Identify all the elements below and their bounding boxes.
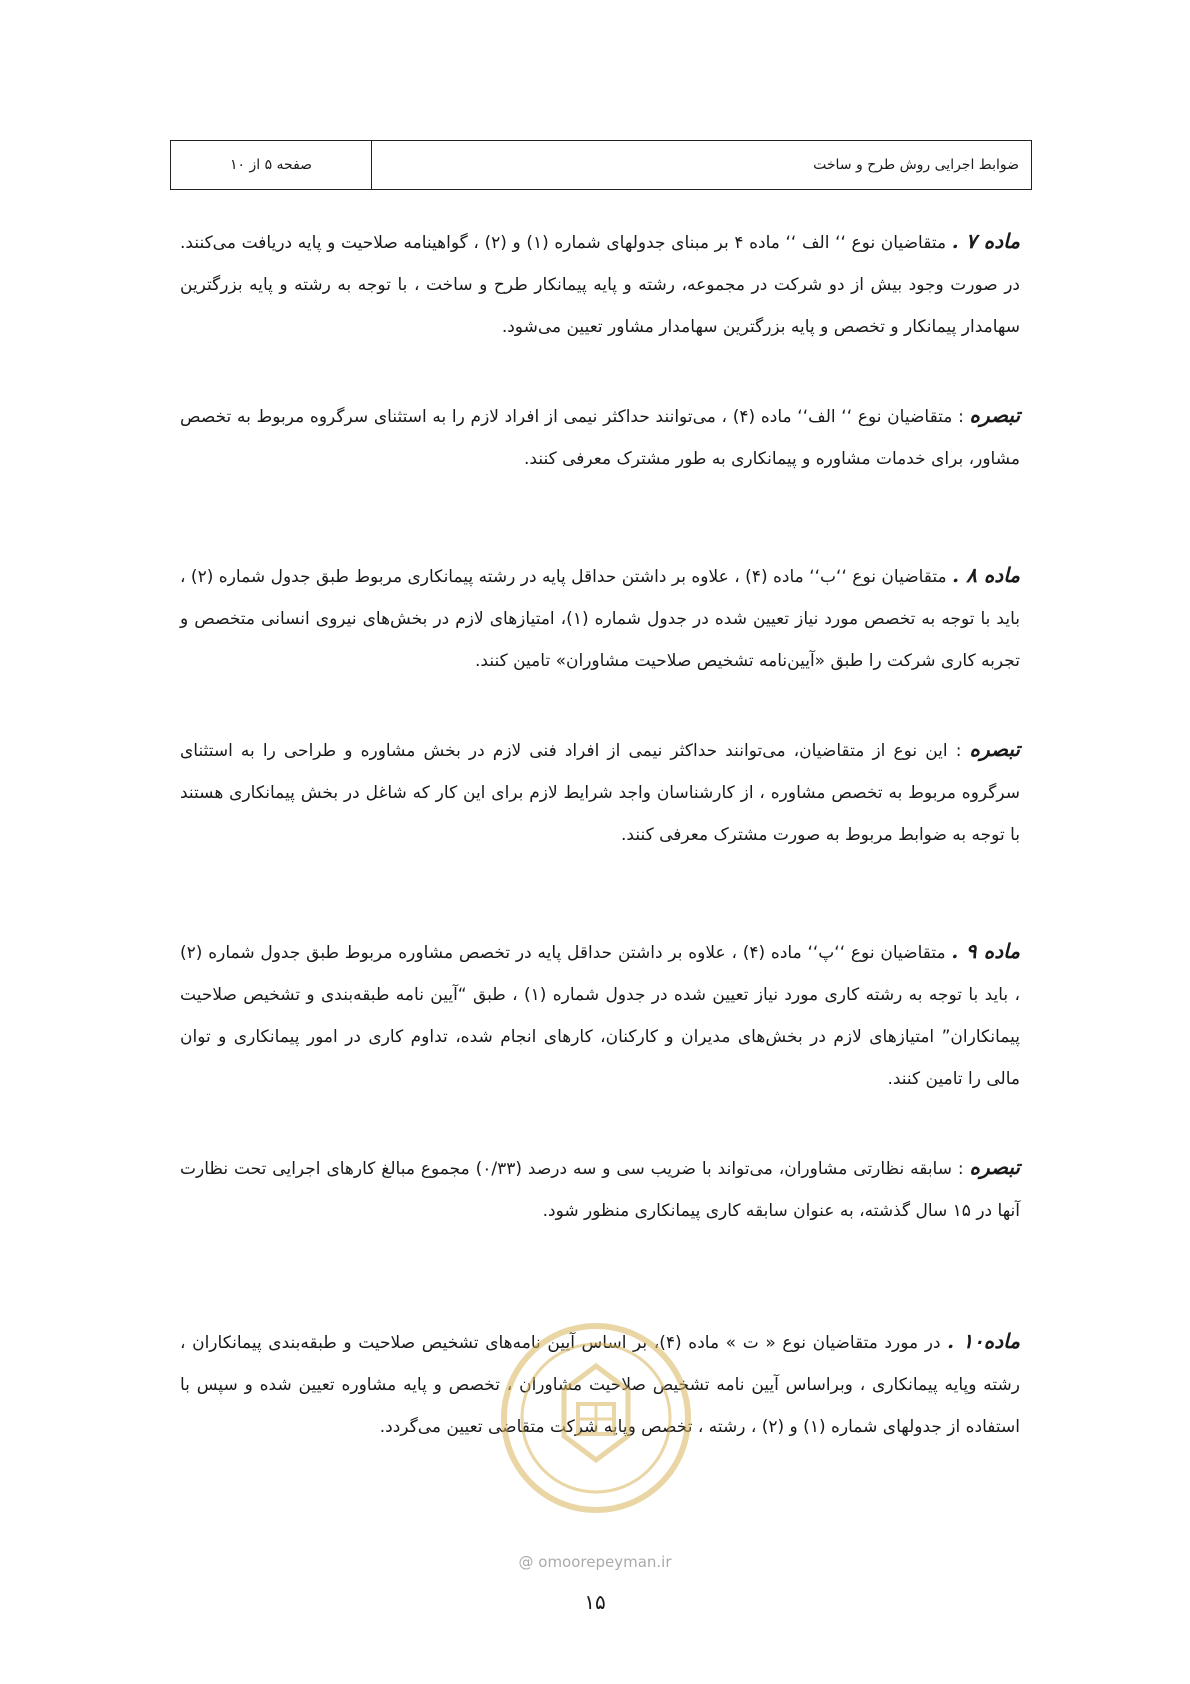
article-8 [180,554,1020,682]
note-text: : سابقه نظارتی مشاوران، می‌تواند با ضریب سی و سه درصد (۰/۳۳) مجموع مبالغ کارهای اجرایی تحت نظارت آنها در ۱۵ سال گذشته، به عنوان سابقه کاری پیمانکاری منظور شود. [180,1159,1020,1221]
note-text: : متقاضیان نوع ‘‘ الف‘‘ ماده (۴) ، می‌توانند حداکثر نیمی از افراد لازم را به استثنای سرگروه مربوط به تخصص مشاور، برای خدمات مشاوره و پیمانکاری به طور مشترک معرفی کنند. [180,407,1020,469]
article-text: متقاضیان نوع ‘‘ الف ‘‘ ماده ۴ بر مبنای جدولهای شماره (۱) و (۲) ، گواهینامه صلاحیت و پایه دریافت می‌کنند. در صورت وجود بیش از دو شرکت در مجموعه، رشته و پایه پیمانکار طرح و ساخت ، با توجه به رشته و پایه بزرگترین سهامدار پیمانکار و تخصص و پایه بزرگترین سهامدار مشاور تعیین می‌شود. [180,233,1020,337]
seal-logo-icon [496,1318,696,1518]
note-article-8 [180,728,1020,856]
website-footer: @ omoorepeyman.ir [518,1553,672,1571]
note-label: تبصره [969,403,1021,427]
document-title: ضوابط اجرایی روش طرح و ساخت [371,141,1031,189]
article-label: ماده ۹ . [951,939,1020,963]
page-header-table [170,140,1032,190]
note-text: : این نوع از متقاضیان، می‌توانند حداکثر نیمی از افراد فنی لازم در بخش مشاوره و طراحی را به استثنای سرگروه مربوط به تخصص مشاوره ، از کارشناسان واجد شرایط لازم برای این کار که شاغل در بخش پیمانکاری هستند با توجه به ضوابط مربوط به صورت مشترک معرفی کنند. [180,741,1020,845]
page-reference: صفحه ۵ از ۱۰ [229,157,313,173]
article-text: متقاضیان نوع ‘‘ب‘‘ ماده (۴) ، علاوه بر داشتن حداقل پایه در رشته پیمانکاری مربوط طبق جدول شماره (۲) ، باید با توجه به تخصص مورد نیاز تعیین شده در جدول شماره (۱)، امتیازهای لازم در بخش‌های نیروی انسانی متخصص و تجربه کاری شرکت را طبق «آیین‌نامه تشخیص صلاحیت مشاوران» تامین کنند. [180,567,1020,671]
note-article-7 [180,394,1020,480]
note-label: تبصره [969,1155,1020,1179]
page-number: ۱۵ [584,1590,606,1614]
note-label: تبصره [969,737,1020,761]
article-label: ماده ۷ . [951,229,1020,253]
article-7 [180,220,1020,348]
note-article-9 [180,1146,1020,1232]
website-text: omoorepeyman.ir [538,1553,672,1571]
article-text: متقاضیان نوع ‘‘پ‘‘ ماده (۴) ، علاوه بر داشتن حداقل پایه در تخصص مشاوره مربوط طبق جدول شماره (۲) ، باید با توجه به رشته کاری مورد نیاز تعیین شده در جدول شماره (۱) ، طبق “آیین نامه طبقه‌بندی و تشخیص صلاحیت پیمانکاران” امتیازهای لازم در بخش‌های مدیران و کارکنان، کارهای انجام شده، تداوم کاری در امور پیمانکاری و توان مالی را تامین کنند. [180,943,1020,1089]
article-label: ماده ۸ . [952,563,1021,587]
article-label: ماده۱۰ . [947,1329,1020,1353]
article-9 [180,930,1020,1100]
article-text: در مورد متقاضیان نوع « ت » ماده (۴)، بر اساس آیین نامه‌های تشخیص صلاحیت و طبقه‌بندی پیمانکاران ، رشته وپایه پیمانکاری ، وبراساس آیین نامه تشخیص صلاحیت مشاوران ، تخصص و پایه مشاوره تعیین شده و سپس با استفاده از جدولهای شماره (۱) و (۲) ، رشته ، تخصص وپایه شرکت متقاضی تعیین می‌گردد. [180,1333,1020,1437]
